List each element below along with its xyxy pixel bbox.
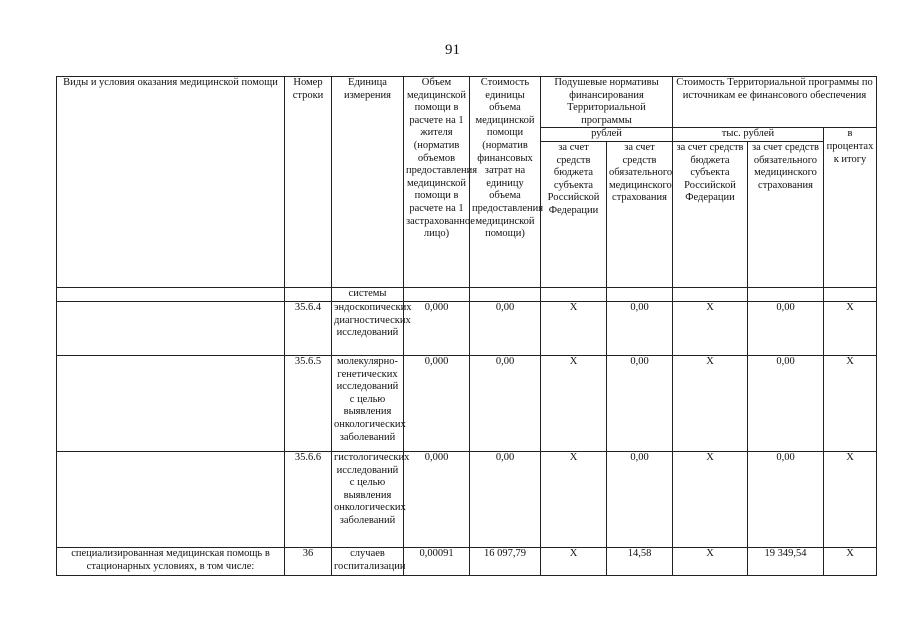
header-cost-budget: за счет средств бюджета субъекта Российской Федерации: [673, 141, 748, 287]
header-per-capita-group: Подушевые нормативы финансирования Территориальной программы: [541, 77, 673, 128]
table-row: [57, 547, 877, 575]
row-unit: гистологических исследований с целью выявления онкологических заболеваний: [332, 451, 404, 547]
header-cost: Стоимость единицы объема медицинской помощи (норматив финансовых затрат на единицу объема предоставления медицинской помощи): [470, 77, 541, 288]
row-volume: 0,000: [404, 355, 470, 451]
continuation-kind: [57, 287, 285, 301]
row-c-oms: 0,00: [748, 451, 824, 547]
row-cost: 0,00: [470, 355, 541, 451]
header-per-capita-unit: рублей: [541, 128, 673, 142]
table-row: [57, 355, 877, 451]
financing-table: [56, 76, 877, 576]
header-kind: Виды и условия оказания медицинской помощи: [57, 77, 285, 288]
header-volume: Объем медицинской помощи в расчете на 1 жителя (норматив объемов предоставления медицинской помощи в расчете на 1 застрахованное лицо): [404, 77, 470, 288]
row-pc-oms: 0,00: [607, 355, 673, 451]
row-volume: 0,000: [404, 451, 470, 547]
row-percent: X: [824, 547, 877, 575]
row-pc-oms: 0,00: [607, 301, 673, 355]
header-percent: в процентах к итогу: [824, 128, 877, 288]
header-row-no: Номер строки: [285, 77, 332, 288]
header-unit: Единица измерения: [332, 77, 404, 288]
row-pc-budget: X: [541, 451, 607, 547]
row-c-budget: X: [673, 451, 748, 547]
row-percent: X: [824, 301, 877, 355]
row-pc-budget: X: [541, 355, 607, 451]
row-kind: [57, 355, 285, 451]
row-c-budget: X: [673, 547, 748, 575]
header-cost-unit: тыс. рублей: [673, 128, 824, 142]
row-c-budget: X: [673, 301, 748, 355]
row-unit: молекулярно-генетических исследований с целью выявления онкологических заболеваний: [332, 355, 404, 451]
header-cost-group: Стоимость Территориальной программы по источникам ее финансового обеспечения: [673, 77, 877, 128]
row-percent: X: [824, 451, 877, 547]
row-number: 35.6.6: [285, 451, 332, 547]
row-number: 35.6.4: [285, 301, 332, 355]
row-unit: случаев госпитализации: [332, 547, 404, 575]
row-c-oms: 0,00: [748, 355, 824, 451]
row-number: 36: [285, 547, 332, 575]
row-c-budget: X: [673, 355, 748, 451]
row-volume: 0,000: [404, 301, 470, 355]
table-row: [57, 301, 877, 355]
row-pc-oms: 14,58: [607, 547, 673, 575]
continuation-row: [57, 287, 877, 301]
header-cost-oms: за счет средств обязательного медицинского страхования: [748, 141, 824, 287]
row-pc-budget: X: [541, 547, 607, 575]
continuation-row-no: [285, 287, 332, 301]
row-pc-oms: 0,00: [607, 451, 673, 547]
page-number: 91: [445, 42, 460, 58]
header-per-capita-oms: за счет средств обязательного медицинского страхования: [607, 141, 673, 287]
continuation-unit: системы: [332, 287, 404, 301]
row-number: 35.6.5: [285, 355, 332, 451]
row-cost: 16 097,79: [470, 547, 541, 575]
table-row: [57, 451, 877, 547]
row-pc-budget: X: [541, 301, 607, 355]
row-kind: специализированная медицинская помощь в стационарных условиях, в том числе:: [57, 547, 285, 575]
row-volume: 0,00091: [404, 547, 470, 575]
row-cost: 0,00: [470, 301, 541, 355]
row-kind: [57, 301, 285, 355]
header-per-capita-budget: за счет средств бюджета субъекта Российской Федерации: [541, 141, 607, 287]
row-cost: 0,00: [470, 451, 541, 547]
row-unit: эндоскопических диагностических исследований: [332, 301, 404, 355]
row-c-oms: 0,00: [748, 301, 824, 355]
header-row-1: [57, 77, 877, 128]
row-percent: X: [824, 355, 877, 451]
row-kind: [57, 451, 285, 547]
row-c-oms: 19 349,54: [748, 547, 824, 575]
